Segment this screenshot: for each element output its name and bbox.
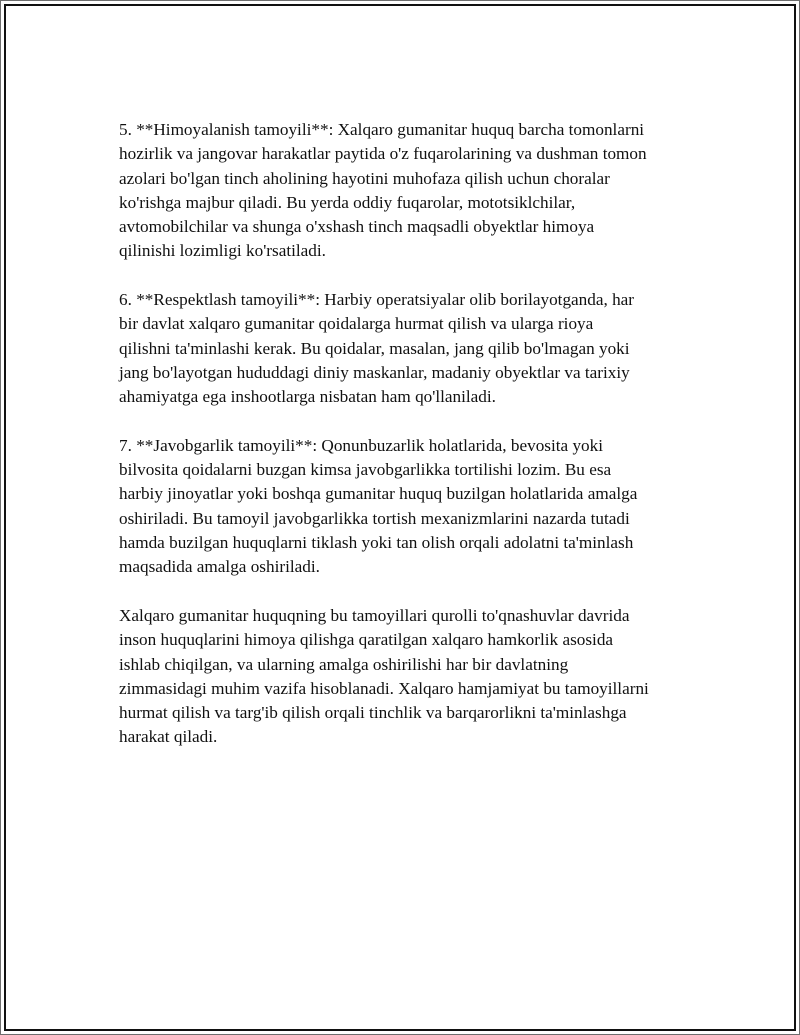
paragraph-conclusion: Xalqaro gumanitar huquqning bu tamoyillari qurolli to'qnashuvlar davrida inson huquqlarini himoya qilishga qaratilgan xalqaro hamkorlik asosida ishlab chiqilgan, va ularning amalga oshirilishi har bir davlatning zimmasidagi muhim vazifa hisoblanadi. Xalqaro hamjamiyat bu tamoyillarni hurmat qilish va targ'ib qilish orqali tinchlik va barqarorlikni ta'minlashga harakat qiladi. [119, 605, 649, 747]
paragraph-principle-7: 7. **Javobgarlik tamoyili**: Qonunbuzarlik holatlarida, bevosita yoki bilvosita qoidalarni buzgan kimsa javobgarlikka tortilishi lozim. Bu esa harbiy jinoyatlar yoki boshqa gumanitar huquq buzilgan holatlarida amalga oshiriladi. Bu tamoyil javobgarlikka tortish mexanizmlarini nazarda tutadi hamda buzilgan huquqlarni tiklash yoki tan olish orqali adolatni ta'minlash maqsadida amalga oshiriladi. [119, 435, 638, 577]
paragraph-principle-6: 6. **Respektlash tamoyili**: Harbiy operatsiyalar olib borilayotganda, har bir davlat xalqaro gumanitar qoidalarga hurmat qilish va ularga rioya qilishni ta'minlashi kerak. Bu qoidalar, masalan, jang qilib bo'lmagan yoki jang bo'layotgan hududdagi diniy maskanlar, madaniy obyektlar va tarixiy ahamiyatga ega inshootlarga nisbatan ham qo'llaniladi. [119, 290, 635, 407]
document-body [119, 118, 699, 774]
paragraph-principle-5: 5. **Himoyalanish tamoyili**: Xalqaro gumanitar huquq barcha tomonlarni hozirlik va jangovar harakatlar paytida o'z fuqarolarining va dushman tomon azolari bo'lgan tinch aholining hayotini muhofaza qilish uchun choralar ko'rishga majbur qiladi. Bu yerda oddiy fuqarolar, mototsiklchilar, avtomobilchilar va shunga o'xshash tinch maqsadli obyektlar himoya qilinishi lozimligi ko'rsatiladi. [119, 120, 647, 261]
